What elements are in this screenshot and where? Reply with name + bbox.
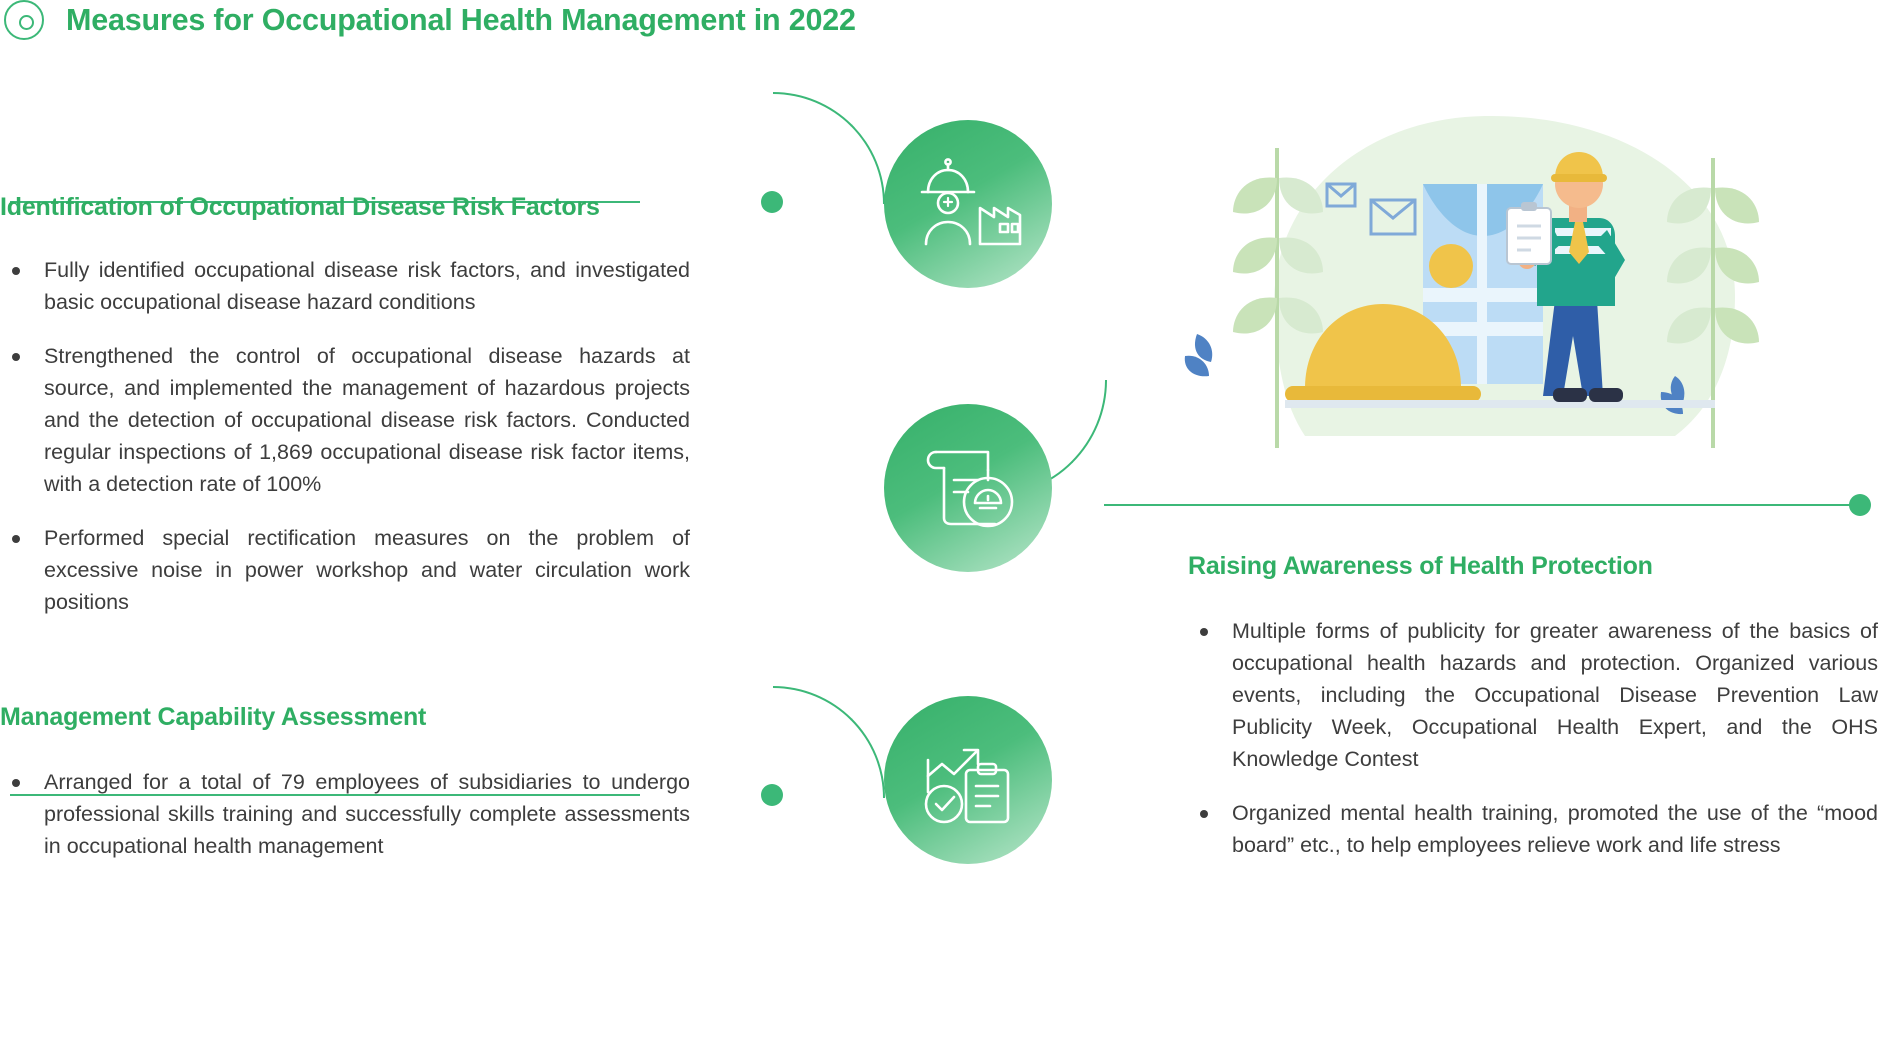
list-item: Fully identified occupational disease risk factors, and investigated basic occupational disease hazard conditions — [0, 254, 690, 318]
section-raising-awareness — [1188, 552, 1878, 883]
page-header — [0, 0, 856, 40]
target-circle-icon — [4, 0, 44, 40]
list-item: Strengthened the control of occupational disease hazards at source, and implemented the management of hazardous projects and the detection of occupational disease risk factors. Conducted regular inspections of 1,869 occupational disease risk factor items, with a detection rate of 100% — [0, 340, 690, 500]
illustration-svg — [1155, 88, 1855, 518]
list-item: Performed special rectification measures on the problem of excessive noise in power workshop and water circulation work positions — [0, 522, 690, 618]
connector-elbow-bottom — [773, 686, 885, 798]
chart-checklist-icon-badge — [884, 696, 1052, 864]
section-heading-raising-awareness: Raising Awareness of Health Protection — [1188, 552, 1653, 580]
connector-elbow-top — [773, 92, 885, 204]
section-heading-management-capability: Management Capability Assessment — [0, 703, 427, 731]
chart-checklist-icon — [916, 730, 1020, 830]
worker-factory-icon-badge — [884, 120, 1052, 288]
list-item: Multiple forms of publicity for greater awareness of the basics of occupational health hazards and protection. Organized various events, including the Occupational Disease Prevention Law Publicity Week, Occupational Health Expert, and the OHS Knowledge Contest — [1188, 615, 1878, 775]
list-item: Arranged for a total of 79 employees of subsidiaries to undergo professional skills training and successfully complete assessments in occupational health management — [0, 766, 690, 862]
bullet-list-management-capability — [0, 766, 690, 862]
bullet-list-raising-awareness — [1188, 615, 1878, 861]
section-identification — [0, 193, 690, 640]
section-management-capability — [0, 703, 690, 884]
document-alert-icon-badge — [884, 404, 1052, 572]
document-alert-icon — [918, 438, 1018, 538]
bullet-list-identification — [0, 254, 690, 618]
page-title: Measures for Occupational Health Management in 2022 — [66, 2, 856, 37]
section-heading-identification: Identification of Occupational Disease Risk Factors — [0, 193, 600, 221]
list-item: Organized mental health training, promoted the use of the “mood board” etc., to help employees relieve work and life stress — [1188, 797, 1878, 861]
worker-factory-icon — [914, 158, 1022, 250]
worker-safety-vest-illustration — [1155, 88, 1855, 518]
